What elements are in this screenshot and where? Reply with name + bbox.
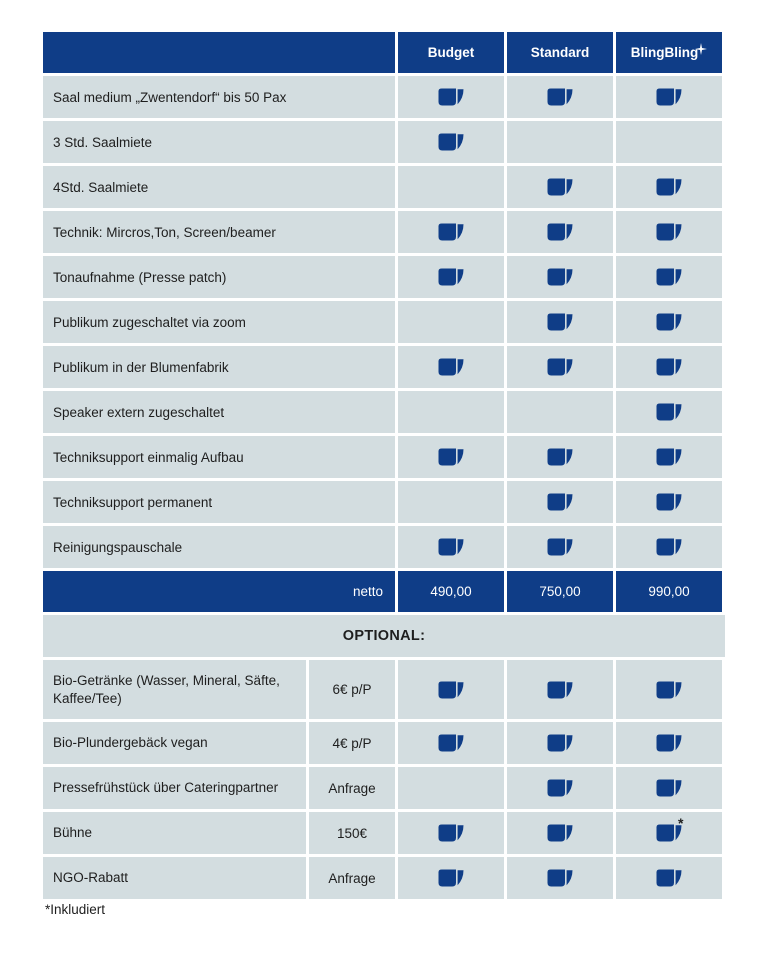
leaf-check-icon [438, 223, 464, 241]
price-value: 990,00 [648, 584, 690, 599]
optional-cell-budget [398, 767, 504, 809]
feature-cell-budget [398, 256, 504, 298]
feature-row [43, 526, 725, 568]
leaf-check-icon [547, 268, 573, 286]
optional-price: 4€ p/P [309, 722, 395, 764]
leaf-check-icon [547, 223, 573, 241]
leaf-check-icon [547, 178, 573, 196]
leaf-check-icon [656, 313, 682, 331]
optional-cell-blingbling [616, 812, 722, 854]
leaf-check-icon [656, 869, 682, 887]
optional-section-row [43, 615, 725, 657]
optional-cell-blingbling [616, 722, 722, 764]
leaf-check-icon [547, 88, 573, 106]
feature-cell-budget [398, 346, 504, 388]
leaf-check-icon [438, 133, 464, 151]
feature-cell-budget [398, 121, 504, 163]
optional-price: 6€ p/P [309, 660, 395, 719]
feature-row [43, 211, 725, 253]
optional-label: Pressefrühstück über Cateringpartner [43, 767, 306, 809]
feature-row [43, 346, 725, 388]
pricing-table [43, 32, 725, 902]
feature-cell-standard [507, 346, 613, 388]
optional-cell-standard [507, 767, 613, 809]
leaf-check-icon [547, 358, 573, 376]
leaf-check-icon [656, 538, 682, 556]
plan-header-standard [507, 32, 613, 73]
feature-label: 3 Std. Saalmiete [43, 121, 395, 163]
optional-label: Bio-Plundergebäck vegan [43, 722, 306, 764]
feature-cell-standard [507, 481, 613, 523]
feature-row [43, 166, 725, 208]
leaf-check-icon [547, 538, 573, 556]
optional-cell-budget [398, 857, 504, 899]
feature-label: Saal medium „Zwentendorf“ bis 50 Pax [43, 76, 395, 118]
leaf-check-icon [438, 268, 464, 286]
price-value: 490,00 [430, 584, 472, 599]
leaf-check-icon [438, 734, 464, 752]
leaf-check-icon [656, 88, 682, 106]
leaf-check-icon [547, 824, 573, 842]
leaf-check-icon [438, 358, 464, 376]
leaf-check-icon [656, 223, 682, 241]
price-standard [507, 571, 613, 612]
feature-cell-budget [398, 526, 504, 568]
feature-cell-blingbling [616, 391, 722, 433]
feature-cell-blingbling [616, 166, 722, 208]
leaf-check-icon [547, 448, 573, 466]
optional-row [43, 660, 725, 719]
optional-row [43, 857, 725, 899]
sparkle-icon [695, 43, 707, 55]
feature-cell-blingbling [616, 481, 722, 523]
optional-label: NGO-Rabatt [43, 857, 306, 899]
leaf-check-icon [547, 734, 573, 752]
feature-label: Technik: Mircros,Ton, Screen/beamer [43, 211, 395, 253]
feature-cell-budget [398, 166, 504, 208]
optional-price: 150€ [309, 812, 395, 854]
leaf-check-icon [438, 88, 464, 106]
optional-cell-budget [398, 812, 504, 854]
feature-cell-standard [507, 436, 613, 478]
feature-cell-standard [507, 211, 613, 253]
feature-cell-standard [507, 166, 613, 208]
optional-cell-standard [507, 660, 613, 719]
totals-label [43, 571, 395, 612]
feature-cell-blingbling [616, 76, 722, 118]
feature-cell-blingbling [616, 346, 722, 388]
price-value: 750,00 [539, 584, 581, 599]
leaf-check-icon [547, 681, 573, 699]
leaf-check-icon [547, 493, 573, 511]
feature-rows [43, 76, 725, 568]
table-header-row [43, 32, 725, 73]
feature-label: Techniksupport einmalig Aufbau [43, 436, 395, 478]
optional-label: Bio-Getränke (Wasser, Mineral, Säfte, Kaffee/Tee) [43, 660, 306, 719]
feature-row [43, 256, 725, 298]
optional-cell-blingbling [616, 767, 722, 809]
plan-name: Standard [530, 45, 590, 60]
plan-header-budget [398, 32, 504, 73]
feature-label: Speaker extern zugeschaltet [43, 391, 395, 433]
price-blingbling [616, 571, 722, 612]
feature-cell-standard [507, 526, 613, 568]
plan-header-blingbling [616, 32, 722, 73]
leaf-check-icon [438, 824, 464, 842]
leaf-check-icon [547, 779, 573, 797]
feature-cell-blingbling [616, 436, 722, 478]
leaf-check-icon [547, 869, 573, 887]
totals-row [43, 571, 725, 612]
optional-cell-blingbling [616, 857, 722, 899]
feature-cell-standard [507, 301, 613, 343]
leaf-check-icon [656, 403, 682, 421]
feature-cell-blingbling [616, 211, 722, 253]
optional-price: Anfrage [309, 767, 395, 809]
optional-section-title: OPTIONAL: [43, 615, 725, 657]
feature-cell-budget [398, 76, 504, 118]
feature-row [43, 391, 725, 433]
optional-label: Bühne [43, 812, 306, 854]
feature-cell-standard [507, 256, 613, 298]
leaf-check-icon [438, 681, 464, 699]
optional-cell-standard [507, 722, 613, 764]
feature-row [43, 301, 725, 343]
plan-name: Budget [427, 45, 475, 60]
feature-cell-blingbling [616, 301, 722, 343]
feature-cell-standard [507, 76, 613, 118]
feature-label: 4Std. Saalmiete [43, 166, 395, 208]
feature-row [43, 76, 725, 118]
price-budget [398, 571, 504, 612]
feature-cell-standard [507, 121, 613, 163]
optional-cell-standard [507, 812, 613, 854]
feature-cell-blingbling [616, 526, 722, 568]
optional-row [43, 812, 725, 854]
feature-cell-budget [398, 391, 504, 433]
feature-label: Publikum zugeschaltet via zoom [43, 301, 395, 343]
footnote: *Inkludiert [45, 902, 106, 917]
optional-cell-budget [398, 722, 504, 764]
optional-cell-budget [398, 660, 504, 719]
feature-cell-blingbling [616, 256, 722, 298]
optional-row [43, 767, 725, 809]
netto-label: netto [352, 584, 383, 599]
leaf-check-icon [656, 779, 682, 797]
feature-row [43, 481, 725, 523]
note-mark: * [678, 815, 684, 831]
feature-cell-blingbling [616, 121, 722, 163]
optional-rows [43, 660, 725, 899]
optional-price: Anfrage [309, 857, 395, 899]
leaf-check-icon [656, 268, 682, 286]
optional-cell-standard [507, 857, 613, 899]
feature-cell-standard [507, 391, 613, 433]
feature-label: Reinigungspauschale [43, 526, 395, 568]
optional-cell-blingbling [616, 660, 722, 719]
leaf-check-icon [656, 734, 682, 752]
leaf-check-icon [656, 448, 682, 466]
feature-cell-budget [398, 436, 504, 478]
leaf-check-icon [547, 313, 573, 331]
feature-cell-budget [398, 481, 504, 523]
feature-label: Techniksupport permanent [43, 481, 395, 523]
feature-row [43, 436, 725, 478]
feature-cell-budget [398, 211, 504, 253]
leaf-check-icon [656, 681, 682, 699]
plan-name: BlingBling [630, 45, 699, 60]
feature-cell-budget [398, 301, 504, 343]
feature-row [43, 121, 725, 163]
feature-label: Tonaufnahme (Presse patch) [43, 256, 395, 298]
leaf-check-icon [656, 493, 682, 511]
feature-label: Publikum in der Blumenfabrik [43, 346, 395, 388]
leaf-check-icon [656, 178, 682, 196]
leaf-check-icon [656, 358, 682, 376]
leaf-check-icon [438, 538, 464, 556]
optional-row [43, 722, 725, 764]
leaf-check-icon [438, 448, 464, 466]
leaf-check-icon [438, 869, 464, 887]
header-empty-cell [43, 32, 395, 73]
